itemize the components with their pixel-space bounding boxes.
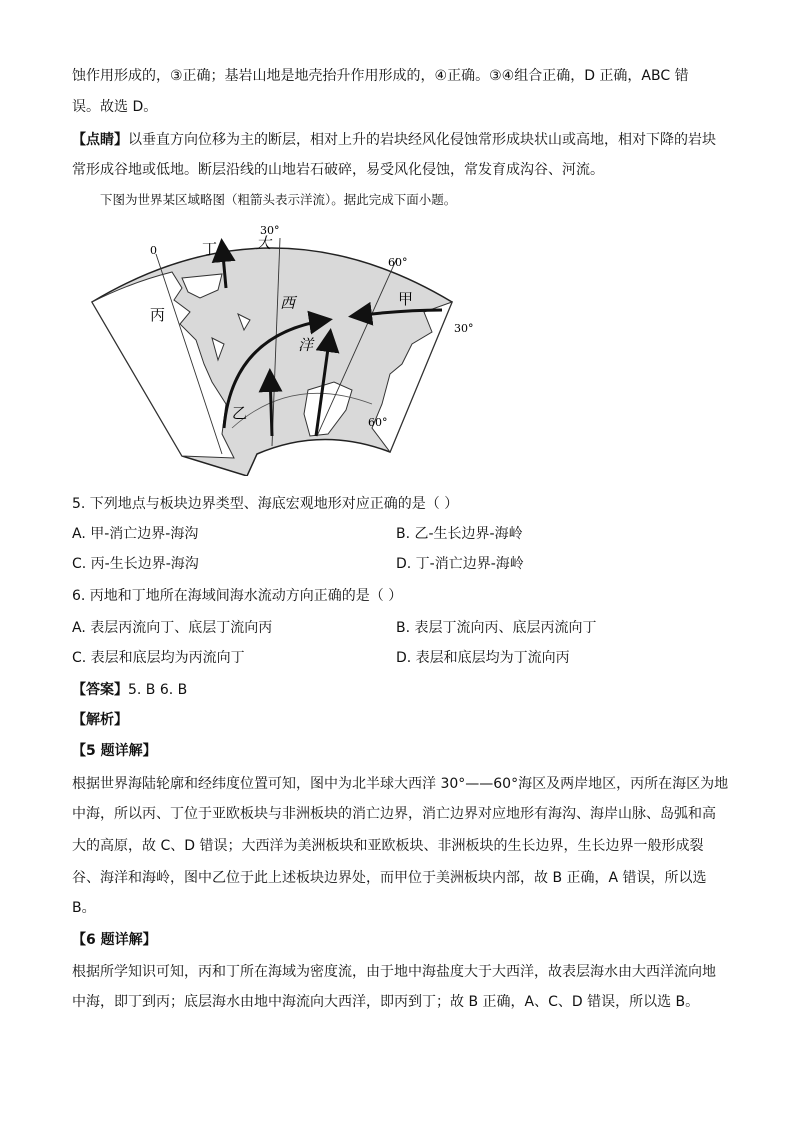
d5-line-2: 中海，所以丙、丁位于亚欧板块与非洲板块的消亡边界，消亡边界对应地形有海沟、海岸山脉、岛弧和高 [72, 806, 716, 822]
label-xi: 西 [280, 294, 296, 312]
d6-title: 【6 题详解】 [72, 932, 157, 948]
answer-label: 【答案】 [72, 682, 128, 698]
figure-caption: 下图为世界某区域略图（粗箭头表示洋流）。据此完成下面小题。 [100, 192, 457, 207]
answer-text: 5. B 6. B [128, 682, 188, 698]
label-da: 大 [256, 234, 272, 252]
label-yang: 洋 [298, 336, 314, 354]
d6-line-2: 中海，即丁到丙；底层海水由地中海流向大西洋，即丙到丁；故 B 正确，A、C、D 错误，所以选 B。 [72, 994, 700, 1010]
intro-line-2: 误。故选 D。 [72, 99, 158, 115]
label-lon30: 30° [260, 224, 280, 237]
q5-option-c: C. 丙-生长边界-海沟 [72, 556, 199, 572]
dianjing-label: 【点睛】 [72, 132, 128, 148]
q5-option-a: A. 甲-消亡边界-海沟 [72, 526, 199, 542]
d5-line-1: 根据世界海陆轮廓和经纬度位置可知，图中为北半球大西洋 30°——60°海区及两岸地区，丙所在海区为地 [72, 776, 729, 792]
d6-line-1: 根据所学知识可知，丙和丁所在海域为密度流，由于地中海盐度大于大西洋，故表层海水由大西洋流向地 [72, 964, 716, 980]
label-jia: 甲 [398, 290, 414, 308]
intro-line-1: 蚀作用形成的，③正确；基岩山地是地壳抬升作用形成的，④正确。③④组合正确，D 正确，ABC 错 [72, 68, 689, 84]
q5-stem: 5. 下列地点与板块边界类型、海底宏观地形对应正确的是（ ） [72, 496, 459, 512]
q6-option-d: D. 表层和底层均为丁流向丙 [396, 650, 570, 666]
label-lat30: 30° [454, 322, 474, 335]
d5-line-5: B。 [72, 900, 96, 916]
label-lon0: 0 [150, 244, 157, 257]
d5-line-4: 谷、海洋和海岭，图中乙位于此上述板块边界处，而甲位于美洲板块内部，故 B 正确，A 错误，所以选 [72, 870, 707, 886]
q6-option-b: B. 表层丁流向丙、底层丙流向丁 [396, 620, 597, 636]
d5-line-3: 大的高原，故 C、D 错误；大西洋为美洲板块和亚欧板块、非洲板块的生长边界，生长边界一般形成裂 [72, 838, 704, 854]
q6-option-c: C. 表层和底层均为丙流向丁 [72, 650, 245, 666]
analysis-label: 【解析】 [72, 712, 128, 728]
dianjing-line-1 [72, 130, 716, 150]
label-lon60: 60° [388, 256, 408, 269]
q6-stem: 6. 丙地和丁地所在海域间海水流动方向正确的是（ ） [72, 588, 403, 604]
q5-option-b: B. 乙-生长边界-海岭 [396, 526, 523, 542]
dianjing-text-1: 以垂直方向位移为主的断层，相对上升的岩块经风化侵蚀常形成块状山或高地，相对下降的岩块 [128, 132, 716, 148]
q6-option-a: A. 表层丙流向丁、底层丁流向丙 [72, 620, 273, 636]
label-lat60: 60° [368, 416, 388, 429]
current-arrow-yi [270, 374, 272, 436]
q5-option-d: D. 丁-消亡边界-海岭 [396, 556, 524, 572]
label-bing: 丙 [150, 306, 166, 324]
answer-line [72, 680, 187, 700]
d5-title: 【5 题详解】 [72, 743, 157, 759]
dianjing-line-2: 常形成谷地或低地。断层沿线的山地岩石破碎，易受风化侵蚀，常发育成沟谷、河流。 [72, 162, 604, 178]
region-map [72, 214, 492, 476]
label-ding: 丁 [202, 240, 218, 258]
label-yi: 乙 [232, 404, 248, 422]
